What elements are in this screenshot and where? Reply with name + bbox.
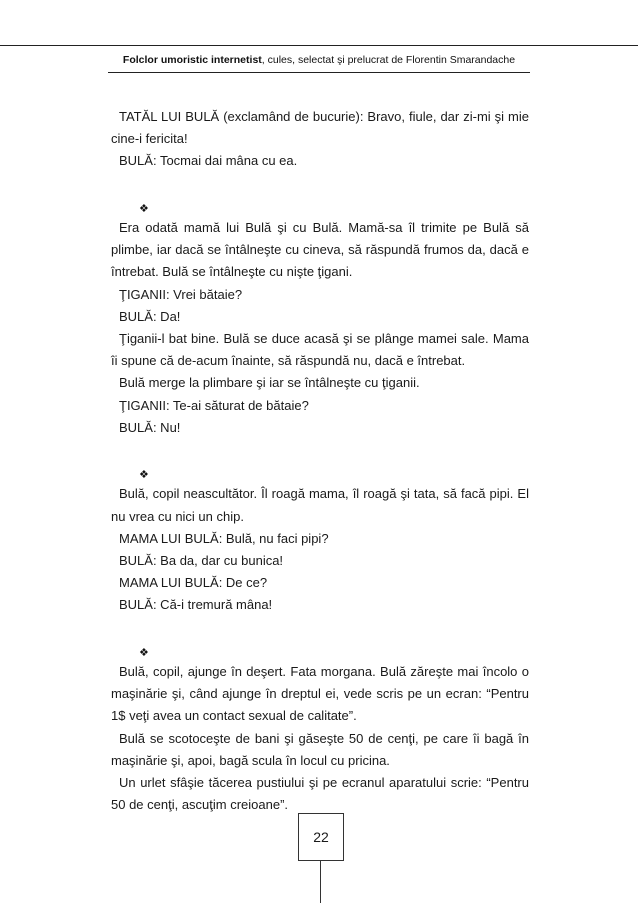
section-separator bbox=[111, 195, 529, 217]
paragraph: BULĂ: Că-i tremură mâna! bbox=[119, 597, 273, 613]
top-rule bbox=[0, 45, 638, 46]
paragraph: Era odată mamă lui Bulă şi cu Bulă. Mamă-sa îl trimite pe Bulă să plimbe, iar dacă se întâlneşte cu cineva, să răspundă frumos da, dacă e întrebat. Bulă se întâlneşte cu nişte ţigani. bbox=[111, 219, 529, 280]
four-diamond-bullet-icon: ❖ bbox=[139, 202, 149, 215]
paragraph: Bulă, copil, ajunge în deşert. Fata morgana. Bulă zăreşte mai încolo o maşinărie şi, când ajunge în dreptul ei, vede scris pe un ecran: “Pentru 1$ veţi avea un contact sexual de calitate”. bbox=[111, 663, 529, 724]
paragraph: TATĂL LUI BULĂ (exclamând de bucurie): Bravo, fiule, dar zi-mi şi mie cine-i fericita! bbox=[111, 109, 529, 147]
paragraph: Un urlet sfâşie tăcerea pustiului şi pe ecranul aparatului scrie: “Pentru 50 de cenţi, ascuţim creioane”. bbox=[111, 775, 529, 813]
paragraph: ŢIGANII: Te-ai săturat de bătaie? bbox=[119, 397, 309, 413]
paragraph: BULĂ: Nu! bbox=[119, 419, 181, 435]
paragraph: Bulă merge la plimbare şi iar se întâlneşte cu ţiganii. bbox=[119, 375, 420, 391]
header-title-bold: Folclor umoristic internetist bbox=[122, 54, 262, 66]
header-title-rest: , cules, selectat şi prelucrat de Florentin Smarandache bbox=[261, 54, 516, 66]
paragraph: Bulă se scotoceşte de bani şi găseşte 50 de cenţi, pe care îi bagă în maşinărie şi, apoi, bagă scula în locul cu pricina. bbox=[111, 730, 529, 768]
paragraph: MAMA LUI BULĂ: De ce? bbox=[119, 575, 268, 591]
four-diamond-bullet-icon: ❖ bbox=[139, 646, 149, 659]
four-diamond-bullet-icon: ❖ bbox=[139, 469, 149, 482]
paragraph: ŢIGANII: Vrei bătaie? bbox=[119, 286, 243, 302]
page-number-box bbox=[298, 813, 344, 861]
header-rule bbox=[108, 72, 530, 73]
paragraph: Bulă, copil neascultător. Îl roagă mama, îl roagă şi tata, să facă pipi. El nu vrea cu nici un chip. bbox=[111, 486, 529, 524]
paragraph: MAMA LUI BULĂ: Bulă, nu faci pipi? bbox=[119, 530, 329, 546]
paragraph: BULĂ: Tocmai dai mâna cu ea. bbox=[119, 153, 298, 169]
running-header bbox=[0, 54, 638, 66]
page-body bbox=[111, 106, 529, 816]
paragraph: BULĂ: Ba da, dar cu bunica! bbox=[119, 553, 284, 568]
paragraph: Ţiganii-l bat bine. Bulă se duce acasă şi se plânge mamei sale. Mama îi spune că de-acum înainte, să răspundă nu, dacă e întrebat. bbox=[111, 331, 529, 369]
paragraph: BULĂ: Da! bbox=[119, 308, 181, 324]
page-number-line bbox=[320, 860, 321, 903]
page-number: 22 bbox=[313, 829, 329, 845]
section-separator bbox=[111, 639, 529, 661]
section-separator bbox=[111, 461, 529, 483]
